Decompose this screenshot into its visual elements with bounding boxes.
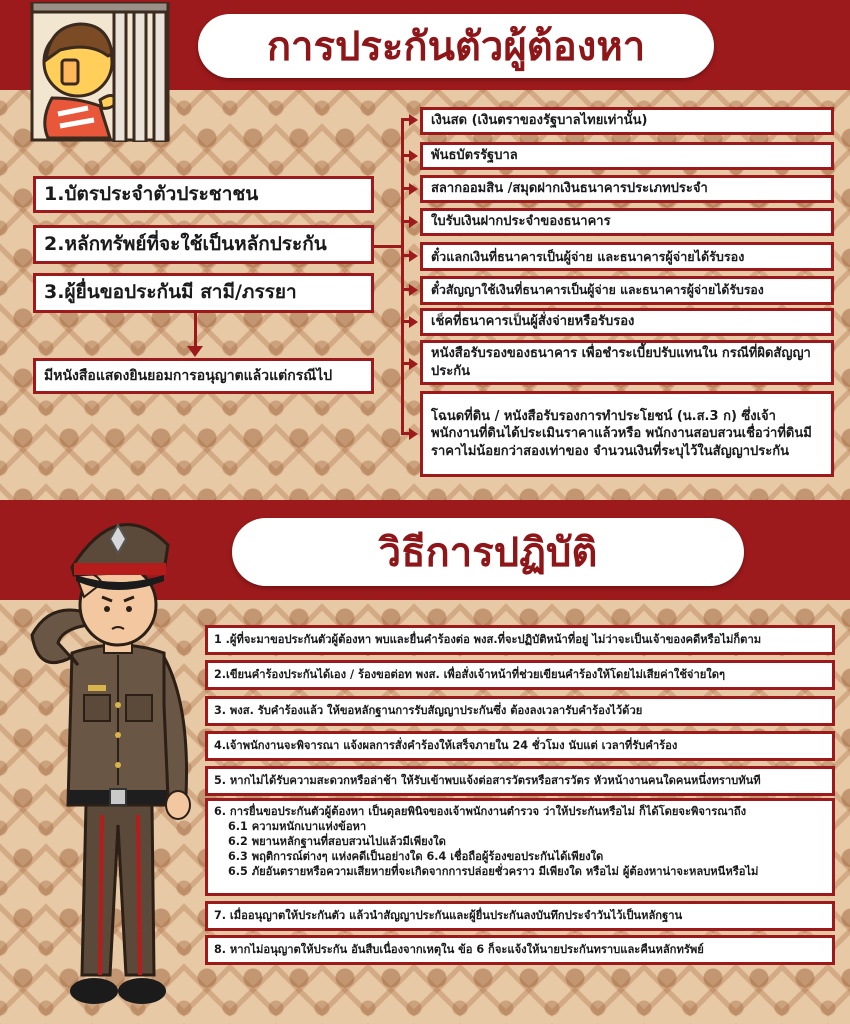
connector-stem [374,245,402,248]
procedure-step: 2.เขียนคำร้องประกันได้เอง / ร้องขอต่อท พงส. เพื่อสั่งเจ้าหน้าที่ช่วยเขียนคำร้องให้โดยไม่เสียค่าใช้จ่ายใดๆ [205,660,835,690]
procedure-step: 8. หากไม่อนุญาตให้ประกัน อันสืบเนื่องจากเหตุใน ข้อ 6 ก็จะแจ้งให้นายประกันทราบและคืนหลักทรัพย์ [205,935,835,965]
step6-item: 6.1 ความหนักเบาแห่งข้อหา [228,820,367,834]
police-officer-illustration [18,505,218,1020]
procedure-step: 1 .ผู้ที่จะมาขอประกันตัวผู้ต้องหา พบและยื่นคำร้องต่อ พงส.ที่จะปฏิบัติหน้าที่อยู่ ไม่ว่าจะเป็นเจ้าของคดีหรือไม่ก็ตาม [205,625,835,655]
procedure-step: 5. หากไม่ได้รับความสะดวกหรือล่าช้า ให้รับเข้าพบแจ้งต่อสารวัตรหรือสารวัตร หัวหน้างานคนใดคนหนึ่งทราบทันที [205,766,835,796]
collateral-item: ใบรับเงินฝากประจำของธนาคาร [420,208,834,236]
arrow-right-icon [409,216,418,228]
arrow-right-icon [409,114,418,126]
consent-note: มีหนังสือแสดงยินยอมการอนุญาตแล้วแต่กรณีไป [33,358,374,394]
procedure-step: 3. พงส. รับคำร้องแล้ว ให้ขอหลักฐานการรับสัญญาประกันซึ่ง ต้องลงเวลารับคำร้องไว้ด้วย [205,696,835,726]
arrow-right-icon [409,183,418,195]
requirement-collateral: 2.หลักทรัพย์ที่จะใช้เป็นหลักประกัน [33,225,374,264]
arrow-down-icon [187,346,203,357]
step6-item: 6.5 ภัยอันตรายหรือความเสียหายที่จะเกิดจากการปล่อยชั่วคราว มีเพียงใด หรือไม่ ผู้ต้องหาน่าจะหลบหนีหรือไม่ [228,865,759,879]
arrow-right-icon [409,358,418,370]
requirement-id-card: 1.บัตรประจำตัวประชาชน [33,176,374,213]
procedure-step: 7. เมื่ออนุญาตให้ประกันตัว แล้วนำสัญญาประกันและผู้ยื่นประกันลงบันทึกประจำวันไว้เป็นหลักฐาน [205,901,835,931]
collateral-item: โฉนดที่ดิน / หนังสือรับรองการทำประโยชน์ (น.ส.3 ก) ซึ่งเจ้าพนักงานที่ดินได้ประเมินราคาแล้วหรือ พนักงานสอบสวนเชื่อว่าที่ดินมีราคาไม่น้อยกว่าสองเท่าของ จำนวนเงินที่ระบุไว้ในสัญญาประกัน [420,391,834,477]
collateral-item: เงินสด (เงินตราของรัฐบาลไทยเท่านั้น) [420,107,834,135]
section1-title: การประกันตัวผู้ต้องหา [198,14,714,78]
step6-item: 6.3 พฤติการณ์ต่างๆ แห่งคดีเป็นอย่างใด 6.4 เชื่อถือผู้ร้องขอประกันได้เพียงใด [228,850,604,864]
section2-title: วิธีการปฏิบัติ [232,518,744,586]
step6-intro: 6. การยื่นขอประกันตัวผู้ต้องหา เป็นดุลยพินิจของเจ้าพนักงานตำรวจ ว่าให้ประกันหรือไม่ ก็ได้โดยจะพิจารณาถึง [214,805,747,818]
collateral-item: ตั๋วแลกเงินที่ธนาคารเป็นผู้จ่าย และธนาคารผู้จ่ายได้รับรอง [420,242,834,271]
procedure-step-6 [205,798,835,896]
connector-down [194,313,197,349]
collateral-item: เช็คที่ธนาคารเป็นผู้สั่งจ่ายหรือรับรอง [420,308,834,336]
requirement-spouse: 3.ผู้ยื่นขอประกันมี สามี/ภรรยา [33,273,374,313]
arrow-right-icon [409,150,418,162]
collateral-item: สลากออมสิน /สมุดฝากเงินธนาคารประเภทประจำ [420,175,834,203]
collateral-item: หนังสือรับรองของธนาคาร เพื่อชำระเบี้ยปรับแทนใน กรณีที่ผิดสัญญาประกัน [420,340,834,385]
arrow-right-icon [409,250,418,262]
procedure-step: 4.เจ้าพนักงานจะพิจารณา แจ้งผลการสั่งคำร้องให้เสร็จภายใน 24 ชั่วโมง นับแต่ เวลาที่รับคำร้อง [205,731,835,761]
collateral-item: พันธบัตรรัฐบาล [420,142,834,170]
arrow-right-icon [409,316,418,328]
connector-vertical [401,119,404,434]
arrow-right-icon [409,284,418,296]
step6-item: 6.2 พยานหลักฐานที่สอบสวนไปแล้วมีเพียงใด [228,835,446,849]
arrow-right-icon [409,428,418,440]
prisoner-icon [30,2,170,142]
collateral-item: ตั๋วสัญญาใช้เงินที่ธนาคารเป็นผู้จ่าย และธนาคารผู้จ่ายได้รับรอง [420,276,834,305]
